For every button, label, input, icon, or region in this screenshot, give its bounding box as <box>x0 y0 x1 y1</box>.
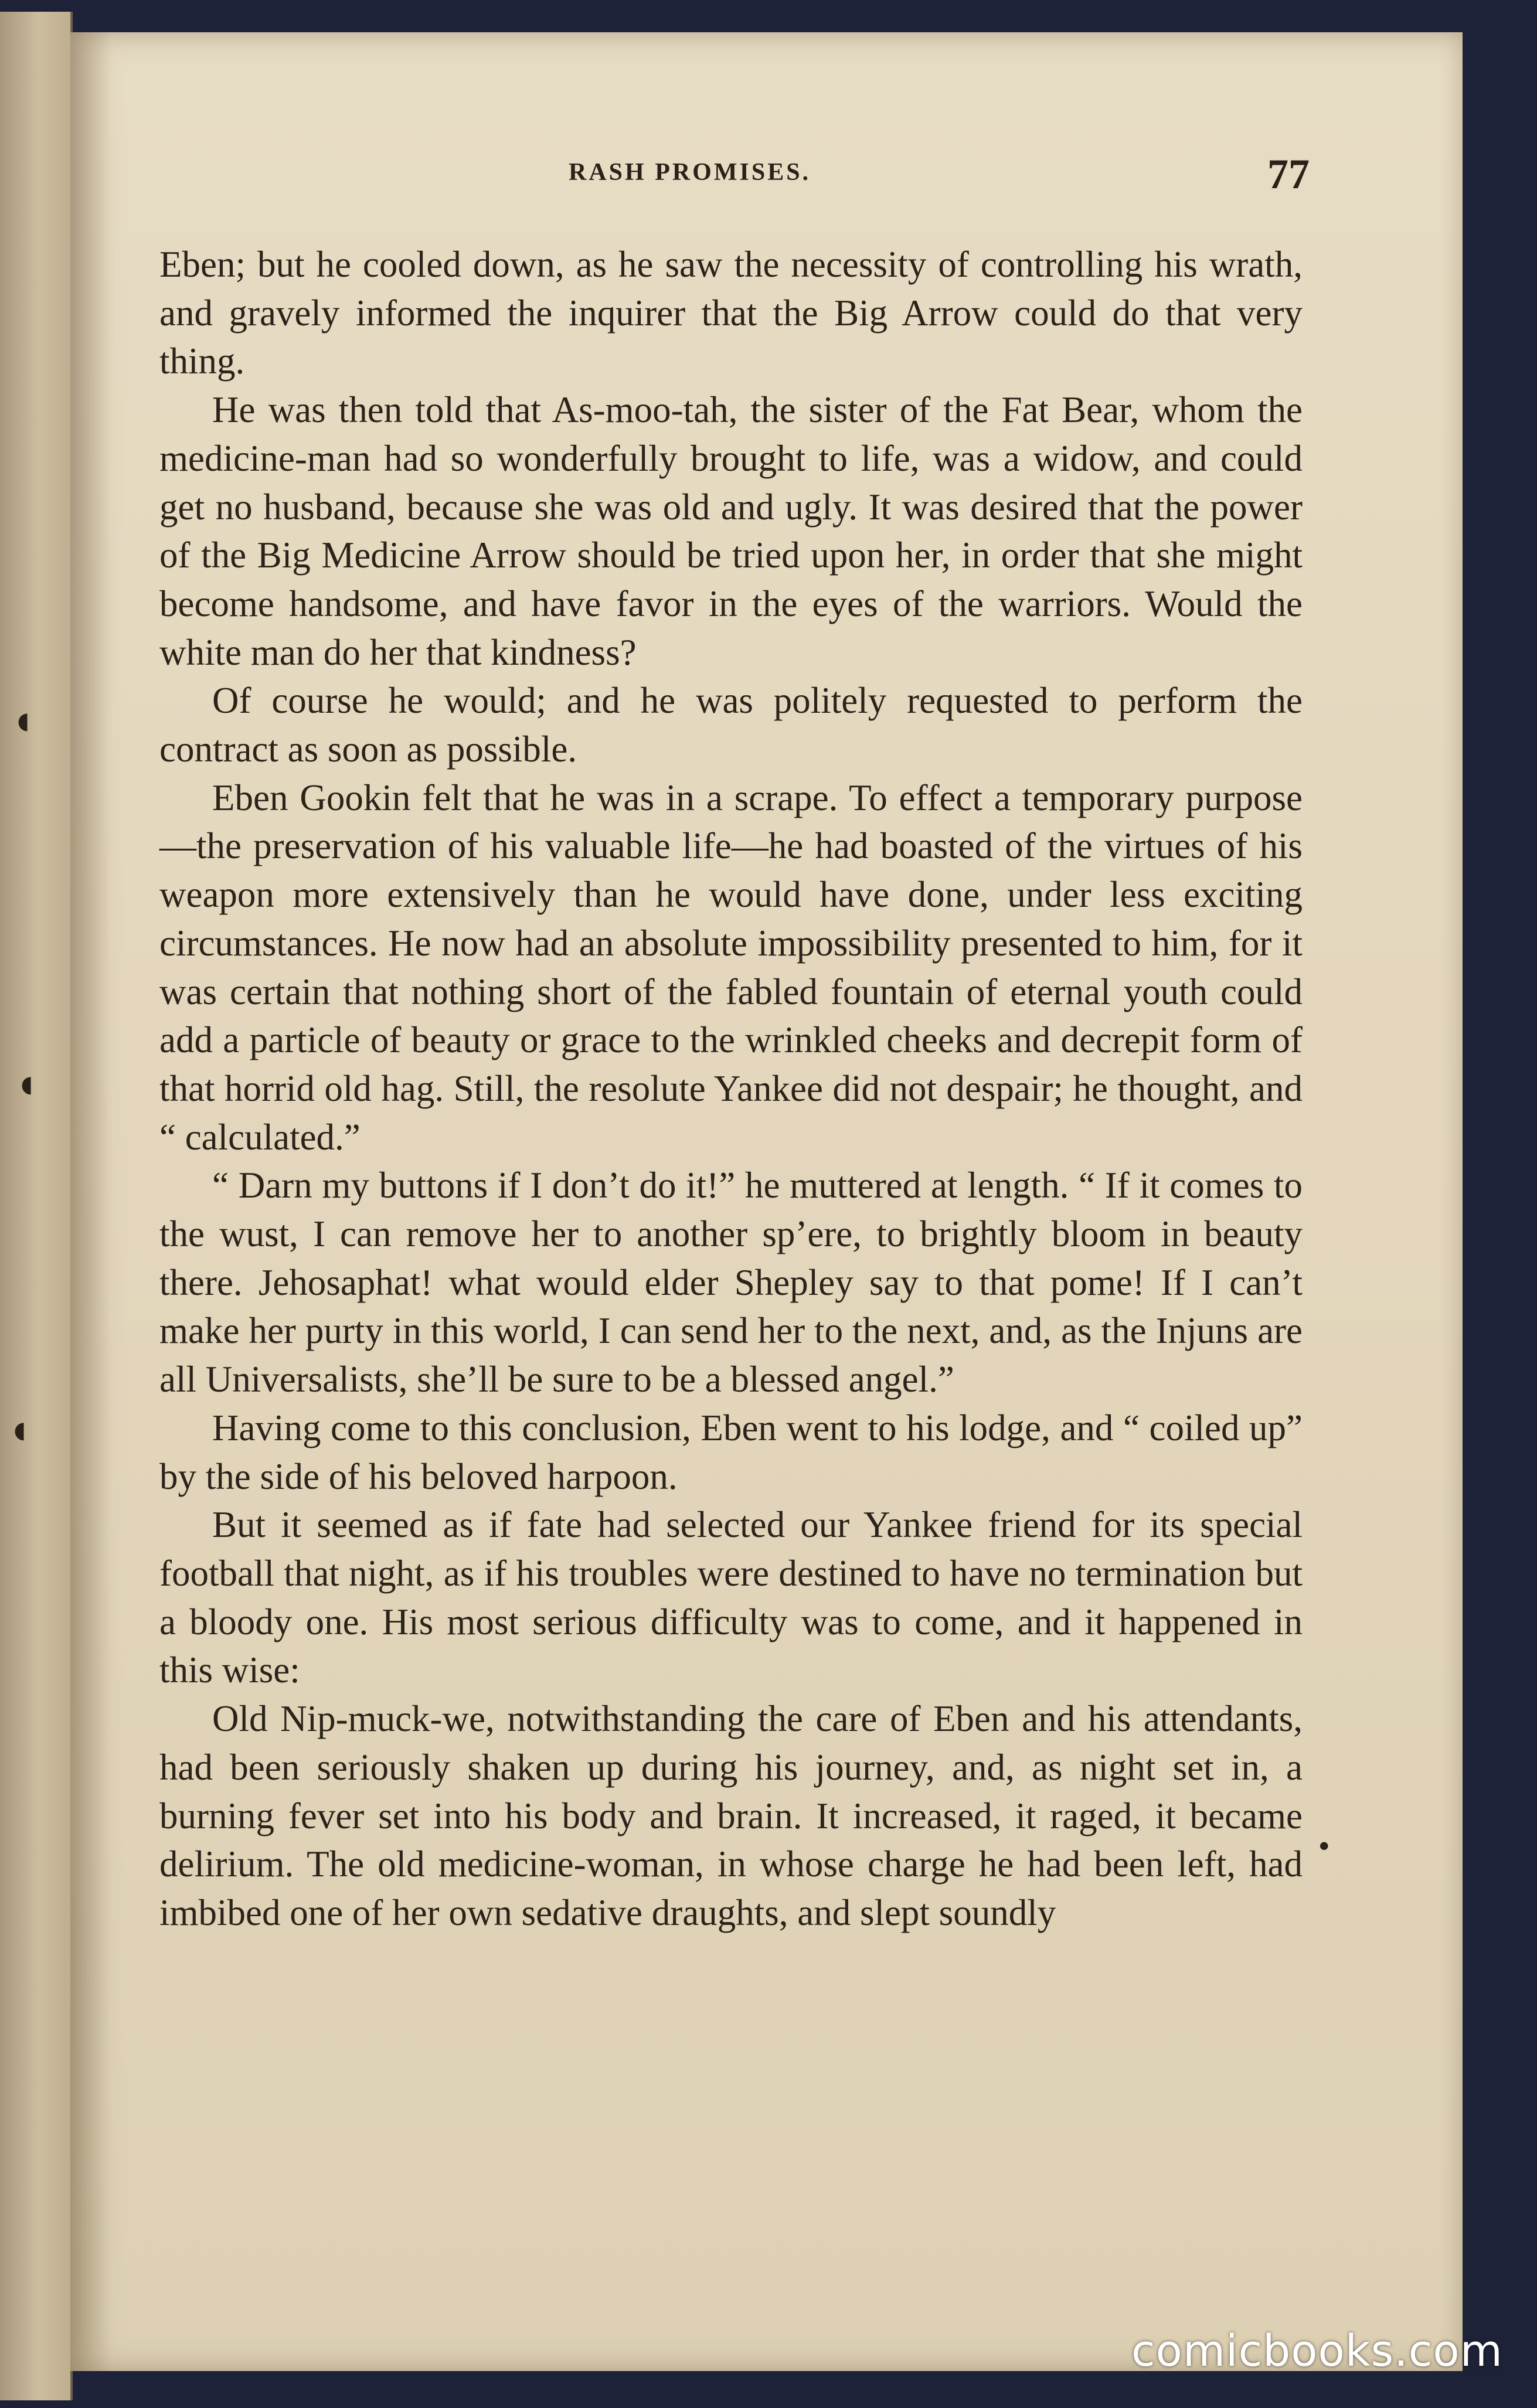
binding-hole-mark: ◖ <box>7 1407 32 1453</box>
paragraph: Eben Gookin felt that he was in a scrape. To effect a temporary purpose—the preservation of his valuable life—he had boasted of the virtues of his weapon more extensively than he would have done, under less exciting circumstances. He now had an absolute impossibility presented to him, for it was certain that nothing short of the fabled fountain of eternal youth could add a particle of beauty or grace to the wrinkled cheeks and decrepit form of that horrid old hag. Still, the resolute Yankee did not despair; he thought, and “ calculated.” <box>159 777 1303 1158</box>
page-gutter-shadow <box>70 32 111 2371</box>
paragraph: Having come to this conclusion, Eben went to his lodge, and “ coiled up” by the side of his beloved harpoon. <box>159 1407 1303 1497</box>
page-number: 77 <box>1267 151 1310 198</box>
watermark: comicbooks.com <box>1131 2326 1503 2376</box>
binding-hole-mark: ◖ <box>11 698 36 743</box>
paragraph: Eben; but he cooled down, as he saw the necessity of controlling his wrath, and gravely informed the inquirer that the Big Arrow could do that very thing. <box>159 244 1303 382</box>
paragraph: But it seemed as if fate had selected our Yankee friend for its special football that night, as if his troubles were destined to have no termination but a bloody one. His most serious difficulty was to come, and it happened in this wise: <box>159 1504 1303 1691</box>
running-head: RASH PROMISES. <box>569 159 811 186</box>
body-text <box>159 240 1303 1937</box>
paragraph: He was then told that As-moo-tah, the sister of the Fat Bear, whom the medicine-man had so wonderfully brought to life, was a widow, and could get no husband, because she was old and ugly. It was desired that the power of the Big Medicine Arrow should be tried upon her, in order that she might become handsome, and have favor in the eyes of the warriors. Would the white man do her that kindness? <box>159 389 1303 673</box>
left-page-edge <box>0 12 73 2400</box>
paragraph: Old Nip-muck-we, notwithstanding the care of Eben and his attendants, had been seriously shaken up during his journey, and, as night set in, a burning fever set into his body and brain. It increased, it raged, it became delirium. The old medicine-woman, in whose charge he had been left, had imbibed one of her own sedative draughts, and slept soundly <box>159 1698 1303 1933</box>
ink-speck: • <box>1319 1829 1329 1862</box>
binding-hole-mark: ◖ <box>14 1062 39 1107</box>
paragraph: Of course he would; and he was politely requested to perform the contract as soon as possible. <box>159 680 1303 770</box>
paragraph: “ Darn my buttons if I don’t do it!” he muttered at length. “ If it comes to the wust, I can remove her to another sp’ere, to brightly bloom in beauty there. Jehosaphat! what would elder Shepley say to that pome! If I can’t make her purty in this world, I can send her to the next, and, as the Injuns are all Universalists, she’ll be sure to be a blessed angel.” <box>159 1165 1303 1400</box>
